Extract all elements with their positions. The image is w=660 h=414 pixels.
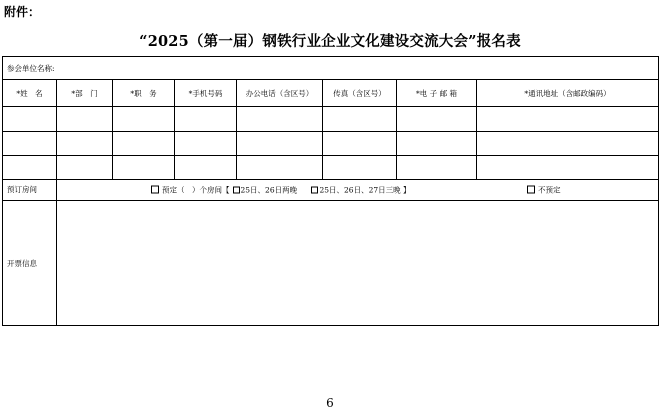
room-options-cell (57, 179, 659, 200)
no-reserve-label: 不预定 (538, 185, 561, 195)
input-cell[interactable] (237, 131, 323, 155)
unit-name-cell[interactable] (3, 57, 659, 80)
no-reserve-option (527, 184, 561, 195)
page-number: 6 (326, 396, 334, 410)
unit-name-label: 参会单位名称: (7, 63, 55, 73)
header-address: *通讯地址（含邮政编码） (477, 80, 659, 107)
room-label: 预订房间 (3, 179, 57, 200)
form-title: “2025（第一届）钢铁行业企业文化建设交流大会”报名表 (139, 33, 521, 50)
header-fax: 传真（含区号） (323, 80, 397, 107)
table-row (3, 155, 659, 179)
input-cell[interactable] (237, 155, 323, 179)
header-row (3, 80, 659, 107)
invoice-label: 开票信息 (3, 201, 57, 326)
input-cell[interactable] (477, 131, 659, 155)
room-row (3, 179, 659, 200)
header-name: *姓 名 (3, 80, 57, 107)
three-nights-checkbox[interactable] (311, 186, 318, 193)
input-cell[interactable] (323, 155, 397, 179)
reserve-label: 预定（ ）个房间【 (162, 185, 230, 195)
header-office-phone: 办公电话（含区号） (237, 80, 323, 107)
attachment-label: 附件： (4, 5, 41, 19)
input-cell[interactable] (397, 107, 477, 131)
header-email: *电 子 邮 箱 (397, 80, 477, 107)
header-department: *部 门 (57, 80, 113, 107)
input-cell[interactable] (397, 155, 477, 179)
registration-form-table (2, 56, 659, 326)
input-cell[interactable] (57, 107, 113, 131)
input-cell[interactable] (3, 155, 57, 179)
input-cell[interactable] (175, 155, 237, 179)
input-cell[interactable] (3, 107, 57, 131)
input-cell[interactable] (175, 131, 237, 155)
reserve-option (151, 184, 411, 195)
three-nights-label: 25日、26日、27日三晚 】 (319, 185, 411, 195)
unit-row (3, 57, 659, 80)
input-cell[interactable] (397, 131, 477, 155)
input-cell[interactable] (57, 155, 113, 179)
invoice-row (3, 201, 659, 326)
table-row (3, 131, 659, 155)
table-row (3, 107, 659, 131)
input-cell[interactable] (237, 107, 323, 131)
input-cell[interactable] (323, 107, 397, 131)
input-cell[interactable] (477, 107, 659, 131)
input-cell[interactable] (113, 107, 175, 131)
no-reserve-checkbox[interactable] (527, 185, 535, 193)
invoice-info-cell[interactable] (57, 201, 659, 326)
header-position: *职 务 (113, 80, 175, 107)
input-cell[interactable] (323, 131, 397, 155)
input-cell[interactable] (113, 155, 175, 179)
header-mobile: *手机号码 (175, 80, 237, 107)
input-cell[interactable] (3, 131, 57, 155)
two-nights-label: 25日、26日两晚 (240, 185, 298, 195)
input-cell[interactable] (477, 155, 659, 179)
two-nights-checkbox[interactable] (233, 186, 240, 193)
input-cell[interactable] (57, 131, 113, 155)
reserve-checkbox[interactable] (151, 185, 159, 193)
input-cell[interactable] (175, 107, 237, 131)
input-cell[interactable] (113, 131, 175, 155)
